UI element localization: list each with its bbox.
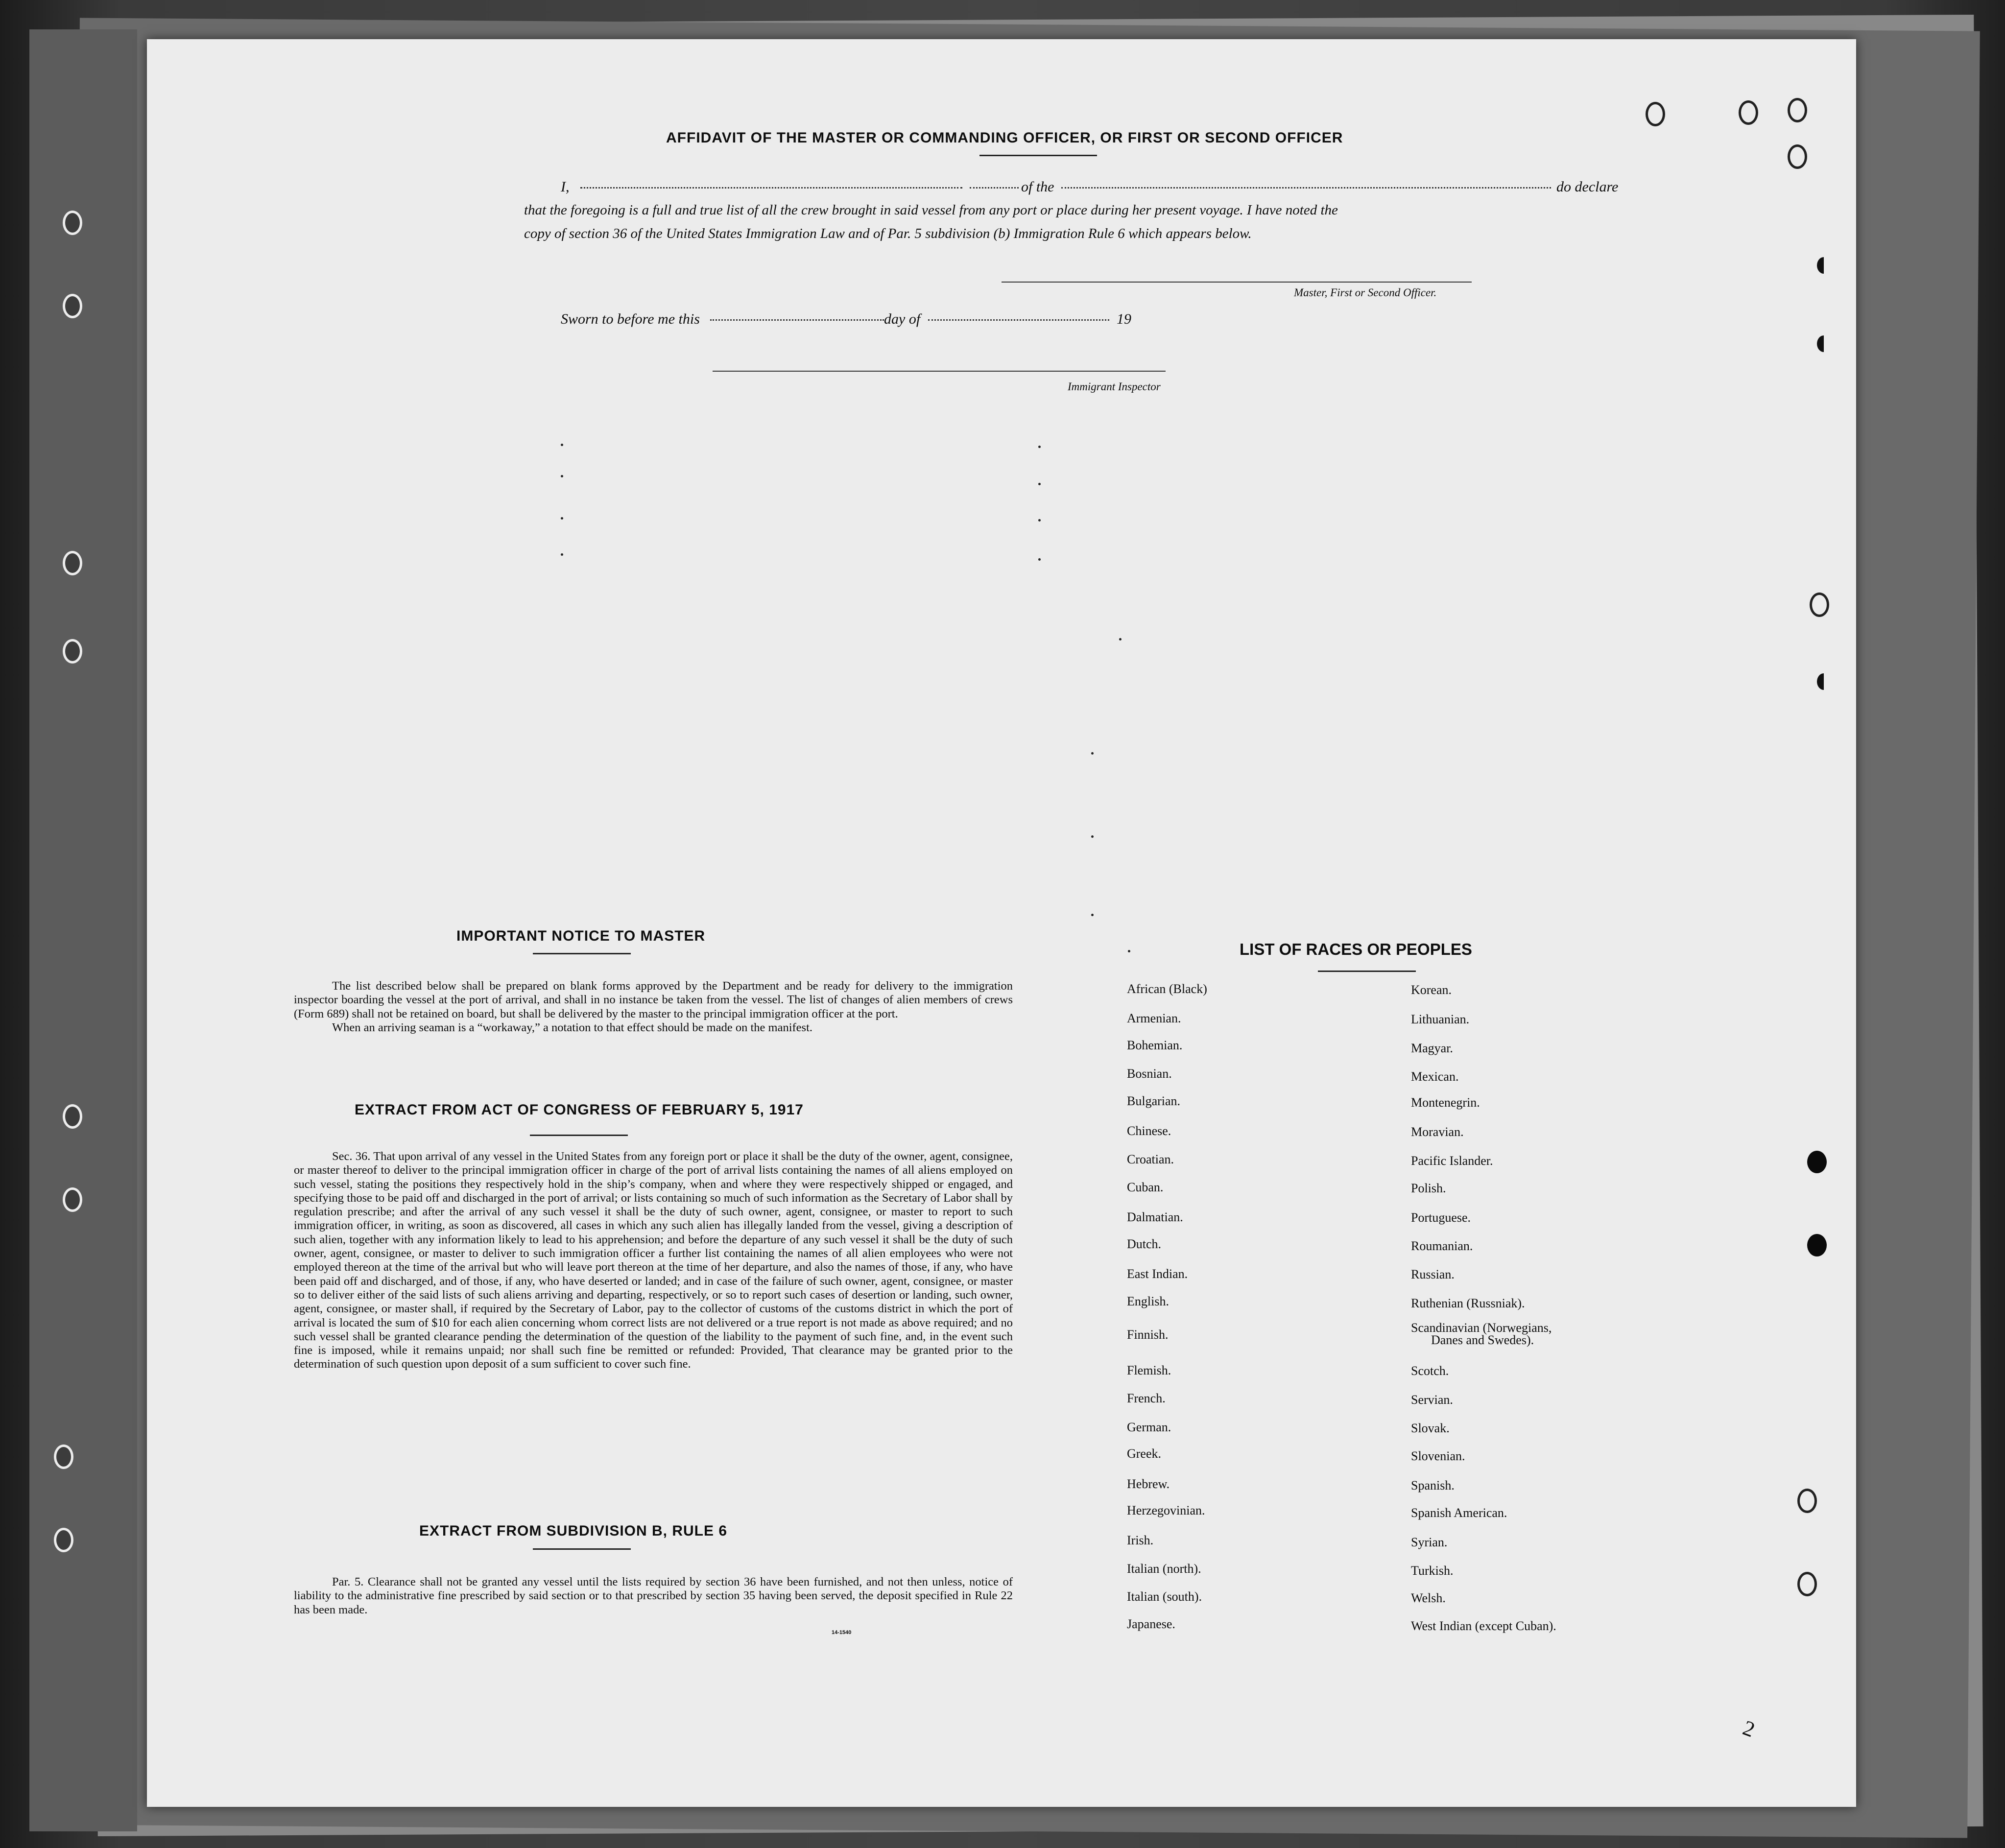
race-item: Bulgarian. bbox=[1127, 1094, 1181, 1108]
race-item: French. bbox=[1127, 1391, 1166, 1405]
punch-hole bbox=[1817, 257, 1831, 274]
race-item: West Indian (except Cuban). bbox=[1411, 1619, 1556, 1633]
binder-strip bbox=[29, 29, 137, 1831]
affidavit-i: I, bbox=[561, 179, 570, 195]
race-item: Welsh. bbox=[1411, 1591, 1446, 1605]
punch-hole bbox=[1807, 1151, 1827, 1173]
race-item: Roumanian. bbox=[1411, 1239, 1473, 1253]
bleed-dot bbox=[561, 553, 563, 556]
title-rule bbox=[979, 155, 1097, 156]
race-item: Magyar. bbox=[1411, 1041, 1453, 1055]
sworn-year: 19 bbox=[1117, 311, 1131, 327]
act-extract-paragraph: Sec. 36. That upon arrival of any vessel in the United States from any foreign port or place it shall be the duty of the owner, agent, consignee, or master thereof to deliver to the principal immigration officer in charge of the port of arrival lists containing the names of all aliens employed on such vessel, stating the positions they respectively hold in the ship’s company, when and where they were respectively shipped or engaged, and specifying those to be paid off and discharged in the port of arrival; or lists containing so much of such information as the Secretary of Labor shall by regulation prescribe; and after the arrival of any such vessel it shall be the duty of such owner, agent, consignee, or master to report to such immigration officer, in writing, as soon as discovered, all cases in which any such alien has illegally landed from the vessel, giving a description of such alien, together with any information likely to lead to his apprehension; and before the departure of any such vessel it shall be the duty of such owner, agent, consignee, or master to deliver to such immigration officer a further list containing the names of all alien employees who were not employed thereon at the time of the arrival but who will leave port thereon at the time of her departure, and also the names of those, if any, who have been paid off and discharged, and of those, if any, who have deserted or landed; and in case of the failure of such owner, agent, consignee, or master so to deliver either of the said lists of such aliens arriving and departing, respectively, or so to report such cases of desertion or landing, such owner, agent, consignee, or master shall, if required by the Secretary of Labor, pay to the collector of customs of the customs district in which the port of arrival is located the sum of $10 for each alien concerning whom correct lists are not delivered or a true report is not made as above required; and no such vessel shall be granted clearance pending the determination of the question of the liability to the payment of such fine, and, in the event such fine is imposed, while it remains unpaid; nor shall such fine be remitted or refunded: Provided, That clearance may be granted prior to the determination of such question upon deposit of a sum sufficient to cover such fine. bbox=[294, 1150, 1013, 1371]
races-title: LIST OF RACES OR PEOPLES bbox=[1240, 940, 1472, 958]
punch-hole bbox=[1788, 98, 1807, 122]
rule-extract-rule bbox=[533, 1548, 631, 1550]
race-item: Pacific Islander. bbox=[1411, 1154, 1493, 1168]
sworn-day-of: day of bbox=[884, 311, 921, 327]
race-item: Dutch. bbox=[1127, 1237, 1162, 1251]
act-extract-rule bbox=[530, 1135, 628, 1136]
notice-rule bbox=[533, 953, 631, 954]
punch-hole bbox=[1817, 673, 1831, 690]
bleed-dot bbox=[1128, 950, 1130, 952]
race-item: Dalmatian. bbox=[1127, 1210, 1183, 1224]
affidavit-line3: copy of section 36 of the United States Immigration Law and of Par. 5 subdivision (b) Immigration Rule 6 which appears below. bbox=[524, 226, 1252, 241]
bleed-dot bbox=[561, 444, 563, 446]
rank-field[interactable] bbox=[970, 187, 1019, 189]
rule-extract-text bbox=[294, 1575, 1013, 1617]
race-item: Irish. bbox=[1127, 1533, 1154, 1547]
race-item: English. bbox=[1127, 1294, 1169, 1308]
race-item: German. bbox=[1127, 1420, 1171, 1434]
affidavit-line2: that the foregoing is a full and true list of all the crew brought in said vessel from any port or place during her present voyage. I have noted the bbox=[524, 202, 1338, 218]
race-item: Greek. bbox=[1127, 1446, 1162, 1461]
punch-hole bbox=[1807, 1234, 1827, 1256]
notice-paragraph: When an arriving seaman is a “workaway,” a notation to that effect should be made on the manifest. bbox=[332, 1020, 813, 1034]
race-item: Korean. bbox=[1411, 983, 1452, 997]
race-item: Spanish. bbox=[1411, 1478, 1455, 1493]
race-item: Portuguese. bbox=[1411, 1210, 1471, 1225]
race-item: Danes and Swedes). bbox=[1431, 1333, 1534, 1347]
punch-hole bbox=[1739, 100, 1758, 125]
race-item: Croatian. bbox=[1127, 1152, 1174, 1166]
sworn-text: Sworn to before me this bbox=[561, 311, 700, 327]
binder-hole bbox=[63, 551, 82, 575]
binder-hole bbox=[63, 639, 82, 663]
notice-title: IMPORTANT NOTICE TO MASTER bbox=[456, 928, 706, 944]
punch-hole bbox=[1817, 335, 1831, 352]
binder-hole bbox=[63, 294, 82, 318]
form-number: 14-1540 bbox=[832, 1630, 852, 1635]
race-item: Slovenian. bbox=[1411, 1449, 1465, 1463]
name-field[interactable] bbox=[580, 187, 962, 189]
race-item: African (Black) bbox=[1127, 982, 1207, 996]
vessel-field[interactable] bbox=[1061, 187, 1551, 189]
binder-hole bbox=[63, 1104, 82, 1129]
affidavit-of-the: of the bbox=[1021, 179, 1054, 195]
race-item: Chinese. bbox=[1127, 1124, 1171, 1138]
bleed-dot bbox=[1038, 446, 1041, 448]
race-item: Syrian. bbox=[1411, 1535, 1448, 1549]
race-item: Italian (north). bbox=[1127, 1562, 1201, 1576]
handwritten-page-number: 2 bbox=[1740, 1715, 1758, 1742]
race-item: Russian. bbox=[1411, 1267, 1455, 1281]
bleed-dot bbox=[561, 475, 563, 477]
race-item: Bosnian. bbox=[1127, 1066, 1172, 1081]
binder-hole bbox=[63, 211, 82, 235]
bleed-dot bbox=[1038, 519, 1041, 521]
punch-hole bbox=[1797, 1489, 1817, 1513]
inspector-signature-field[interactable] bbox=[713, 371, 1166, 372]
race-item: Spanish American. bbox=[1411, 1506, 1507, 1520]
race-item: Finnish. bbox=[1127, 1327, 1169, 1342]
race-item: Moravian. bbox=[1411, 1125, 1464, 1139]
act-extract-title: EXTRACT FROM ACT OF CONGRESS OF FEBRUARY 5, 1917 bbox=[355, 1102, 804, 1118]
race-item: Bohemian. bbox=[1127, 1038, 1183, 1052]
race-item: Servian. bbox=[1411, 1393, 1453, 1407]
binder-hole bbox=[63, 1187, 82, 1212]
punch-hole bbox=[1788, 144, 1807, 169]
binder-hole bbox=[54, 1528, 73, 1552]
bleed-dot bbox=[1119, 638, 1122, 640]
punch-hole bbox=[1810, 592, 1829, 617]
race-item: Herzegovinian. bbox=[1127, 1503, 1205, 1517]
notice-paragraph: The list described below shall be prepared on blank forms approved by the Department and be ready for delivery to the immigration inspector boarding the vessel at the port of arrival, and shall in no instance be taken from the vessel. The list of changes of alien members of crews (Form 689) shall not be retained on board, but shall be delivered by the master to the principal immigration officer at the port. bbox=[294, 979, 1013, 1020]
race-item: Polish. bbox=[1411, 1181, 1446, 1195]
races-rule bbox=[1318, 971, 1416, 972]
race-item: Italian (south). bbox=[1127, 1589, 1202, 1604]
race-item: Scotch. bbox=[1411, 1364, 1449, 1378]
bleed-dot bbox=[1038, 558, 1041, 561]
affidavit-do-declare: do declare bbox=[1556, 179, 1619, 195]
master-signature-field[interactable] bbox=[1002, 282, 1472, 283]
bleed-dot bbox=[1038, 483, 1041, 485]
race-item: Slovak. bbox=[1411, 1421, 1450, 1435]
race-item: Turkish. bbox=[1411, 1564, 1454, 1578]
rule-extract-paragraph: Par. 5. Clearance shall not be granted any vessel until the lists required by section 36 have been furnished, and not then unless, notice of liability to the administrative fine prescribed by said section or to that prescribed by section 35 having been served, the deposit specified in Rule 22 has been made. bbox=[294, 1575, 1013, 1616]
race-item: Hebrew. bbox=[1127, 1477, 1170, 1491]
sworn-month-field[interactable] bbox=[928, 319, 1109, 321]
binder-hole bbox=[54, 1445, 73, 1469]
race-item: East Indian. bbox=[1127, 1267, 1188, 1281]
bleed-dot bbox=[561, 517, 563, 520]
document-page bbox=[147, 39, 1856, 1807]
race-item: Scandinavian (Norwegians, bbox=[1411, 1321, 1552, 1335]
act-extract-text bbox=[294, 1150, 1013, 1372]
sworn-day-field[interactable] bbox=[710, 319, 884, 321]
bleed-dot bbox=[1091, 914, 1094, 916]
race-item: Cuban. bbox=[1127, 1180, 1164, 1194]
race-item: Ruthenian (Russniak). bbox=[1411, 1296, 1525, 1310]
rule-extract-title: EXTRACT FROM SUBDIVISION B, RULE 6 bbox=[419, 1523, 728, 1539]
race-item: Lithuanian. bbox=[1411, 1012, 1470, 1026]
inspector-label: Immigrant Inspector bbox=[1068, 380, 1161, 393]
race-item: Japanese. bbox=[1127, 1617, 1175, 1631]
notice-text bbox=[294, 979, 1013, 1035]
bleed-dot bbox=[1091, 835, 1094, 838]
race-item: Armenian. bbox=[1127, 1011, 1181, 1025]
race-item: Mexican. bbox=[1411, 1069, 1459, 1084]
bleed-dot bbox=[1091, 752, 1094, 755]
punch-hole bbox=[1646, 102, 1665, 126]
master-signature-label: Master, First or Second Officer. bbox=[1294, 286, 1437, 299]
punch-hole bbox=[1797, 1572, 1817, 1596]
race-item: Montenegrin. bbox=[1411, 1095, 1480, 1110]
affidavit-title: AFFIDAVIT OF THE MASTER OR COMMANDING OFFICER, OR FIRST OR SECOND OFFICER bbox=[666, 130, 1343, 146]
race-item: Flemish. bbox=[1127, 1363, 1171, 1377]
